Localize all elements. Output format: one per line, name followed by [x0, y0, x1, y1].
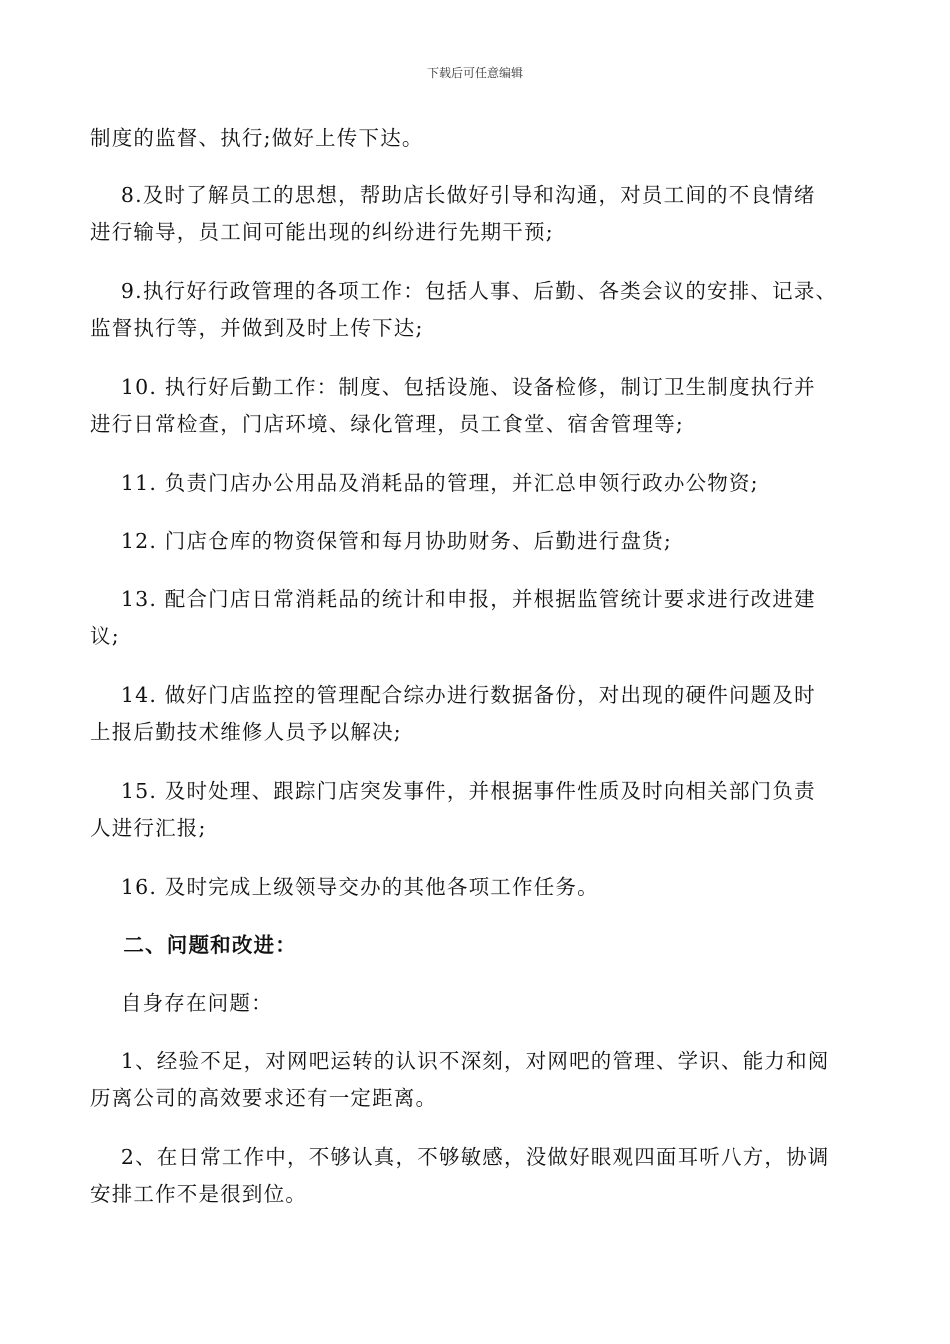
paragraph: [90, 1139, 865, 1213]
text-line: 8.及时了解员工的思想，帮助店长做好引导和沟通，对员工间的不良情绪: [90, 183, 816, 207]
text-line: 16. 及时完成上级领导交办的其他各项工作任务。: [90, 875, 599, 899]
paragraph: [90, 120, 865, 157]
text-line: 14. 做好门店监控的管理配合综办进行数据备份，对出现的硬件问题及时: [90, 683, 816, 707]
text-line: 制度的监督、执行;做好上传下达。: [90, 126, 424, 150]
text-line: 二、问题和改进：: [90, 933, 297, 957]
text-line: 13. 配合门店日常消耗品的统计和申报，并根据监管统计要求进行改进建: [90, 587, 816, 611]
text-line: 1、经验不足，对网吧运转的认识不深刻，对网吧的管理、学识、能力和阅: [90, 1049, 830, 1073]
page-header: 下载后可任意编辑: [426, 66, 523, 80]
text-line: 自身存在问题：: [90, 991, 273, 1015]
text-line: 15. 及时处理、跟踪门店突发事件，并根据事件性质及时向相关部门负责: [90, 779, 816, 803]
paragraph: [90, 581, 865, 655]
text-line: 历离公司的高效要求还有一定距离。: [90, 1086, 438, 1110]
text-line: 安排工作不是很到位。: [90, 1182, 307, 1206]
paragraph: [90, 677, 865, 751]
paragraph: [90, 523, 865, 560]
paragraph: [90, 273, 865, 347]
text-line: 9.执行好行政管理的各项工作：包括人事、后勤、各类会议的安排、记录、: [90, 279, 838, 303]
text-line: 进行输导，员工间可能出现的纠纷进行先期干预;: [90, 220, 554, 244]
text-line: 11. 负责门店办公用品及消耗品的管理，并汇总申领行政办公物资;: [90, 471, 759, 495]
text-line: 监督执行等，并做到及时上传下达;: [90, 316, 424, 340]
paragraph: [90, 177, 865, 251]
text-line: 议;: [90, 624, 120, 648]
text-line: 10. 执行好后勤工作：制度、包括设施、设备检修，制订卫生制度执行并: [90, 375, 816, 399]
paragraph: [90, 869, 865, 906]
text-line: 人进行汇报;: [90, 816, 207, 840]
text-line: 进行日常检查，门店环境、绿化管理，员工食堂、宿舍管理等;: [90, 412, 685, 436]
paragraph: [90, 1043, 865, 1117]
text-line: 2、在日常工作中，不够认真，不够敏感，没做好眼观四面耳听八方，协调: [90, 1145, 830, 1169]
paragraph: [90, 465, 865, 502]
paragraph: [90, 985, 865, 1022]
paragraph: [90, 773, 865, 847]
text-line: 上报后勤技术维修人员予以解决;: [90, 720, 402, 744]
section-heading: [90, 927, 865, 964]
text-line: 12. 门店仓库的物资保管和每月协助财务、后勤进行盘货;: [90, 529, 672, 553]
paragraph: [90, 369, 865, 443]
